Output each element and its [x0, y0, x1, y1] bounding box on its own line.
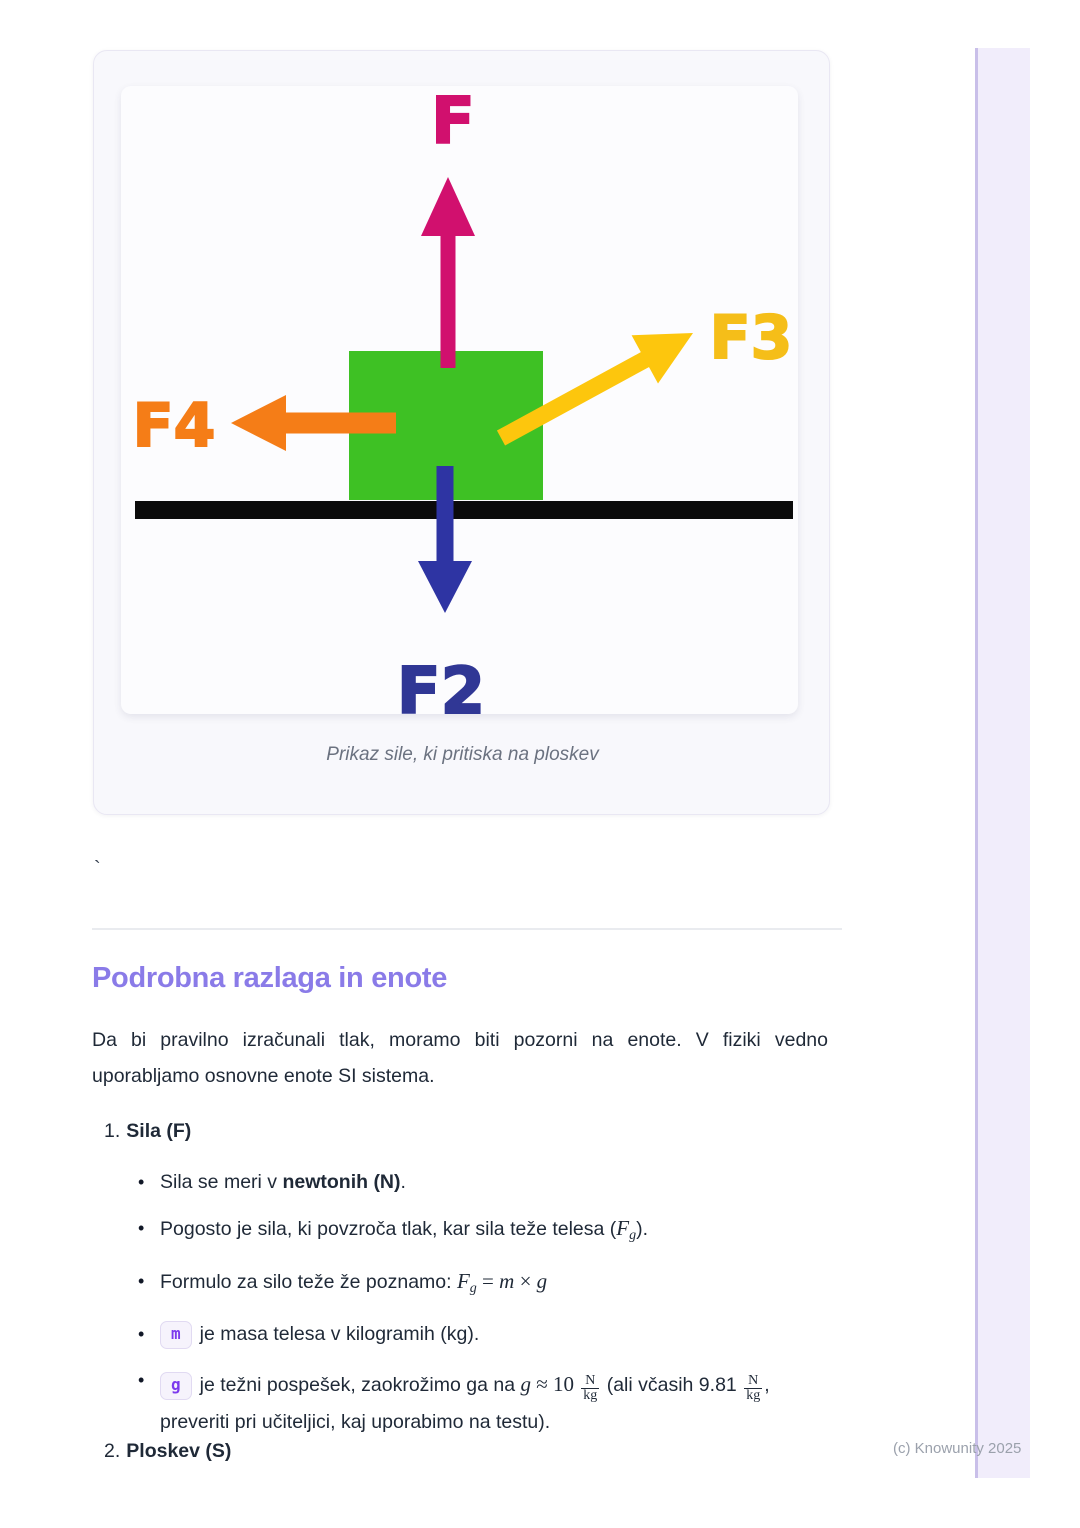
math-var: m	[499, 1269, 515, 1293]
math-value: ≈ 10	[531, 1372, 580, 1396]
bullet-icon: •	[138, 1370, 145, 1390]
force-diagram-svg	[121, 86, 798, 714]
text: .	[400, 1171, 406, 1193]
bullet-icon: •	[138, 1271, 145, 1291]
text: Sila se meri v	[160, 1171, 283, 1193]
label-force-diagonal: F3	[709, 303, 793, 373]
figure-card	[93, 50, 830, 815]
fraction-numerator: N	[744, 1374, 762, 1389]
copyright-note: (c) Knowunity 2025	[893, 1440, 1022, 1457]
text: je težni pospešek, zaokrožimo ga na	[199, 1374, 521, 1396]
label-force-down: F2	[396, 655, 486, 714]
bullet-icon: •	[138, 1218, 145, 1238]
bullet-icon: •	[138, 1172, 145, 1192]
fraction-denominator: kg	[746, 1388, 761, 1403]
section-heading: Podrobna razlaga in enote	[92, 962, 448, 994]
text: preveriti pri učiteljici, kaj uporabimo na testu).	[160, 1411, 551, 1433]
text: Pogosto je sila, ki povzroča tlak, kar sila teže telesa (	[160, 1218, 617, 1240]
fraction-n-per-kg	[744, 1374, 762, 1403]
bold-text: newtonih (N)	[282, 1171, 401, 1193]
text: (ali včasih 9.81	[601, 1374, 743, 1396]
math-operator: ×	[514, 1269, 537, 1293]
force-arrow-up	[421, 177, 475, 368]
item-number: 1.	[104, 1120, 121, 1142]
fraction-n-per-kg	[581, 1374, 599, 1403]
text: ).	[636, 1218, 649, 1240]
item-title: Sila (F)	[126, 1120, 192, 1142]
text: ,	[764, 1374, 770, 1396]
math-var: g	[536, 1269, 548, 1293]
item-title: Ploskev (S)	[126, 1440, 232, 1462]
figure-caption: Prikaz sile, ki pritiska na ploskev	[326, 744, 599, 765]
numbered-item-ploskev	[104, 1440, 231, 1463]
bullet-list	[138, 1168, 830, 1458]
label-force-left: F4	[132, 391, 216, 461]
code-badge-g: g	[160, 1372, 192, 1400]
bullet-icon: •	[138, 1324, 145, 1344]
list-item	[138, 1214, 830, 1250]
stray-backtick: `	[94, 858, 101, 880]
force-diagram	[121, 86, 798, 714]
list-item	[138, 1168, 830, 1197]
math-subscript: g	[469, 1281, 477, 1296]
fraction-denominator: kg	[583, 1388, 598, 1403]
math-subscript: g	[629, 1228, 637, 1243]
fraction-numerator: N	[581, 1374, 599, 1389]
math-var: F	[616, 1216, 630, 1240]
math-var: g	[520, 1372, 531, 1396]
right-scroll-stripe[interactable]	[975, 48, 1030, 1478]
code-badge-m: m	[160, 1321, 192, 1349]
list-item	[138, 1366, 830, 1441]
numbered-item-sila	[104, 1120, 191, 1143]
text: Formulo za silo teže že poznamo:	[160, 1271, 457, 1293]
surface-line	[135, 501, 793, 519]
label-force-up: F	[431, 86, 475, 159]
math-var: F	[456, 1269, 470, 1293]
list-item	[138, 1267, 830, 1303]
math-operator: =	[476, 1269, 500, 1293]
intro-paragraph: Da bi pravilno izračunali tlak, moramo biti pozorni na enote. V fiziki vedno uporabljamo osnovne enote SI sistema.	[92, 1029, 828, 1087]
text: je masa telesa v kilogramih (kg).	[199, 1323, 480, 1345]
section-divider	[92, 928, 842, 930]
list-item	[138, 1320, 830, 1349]
item-number: 2.	[104, 1440, 121, 1462]
